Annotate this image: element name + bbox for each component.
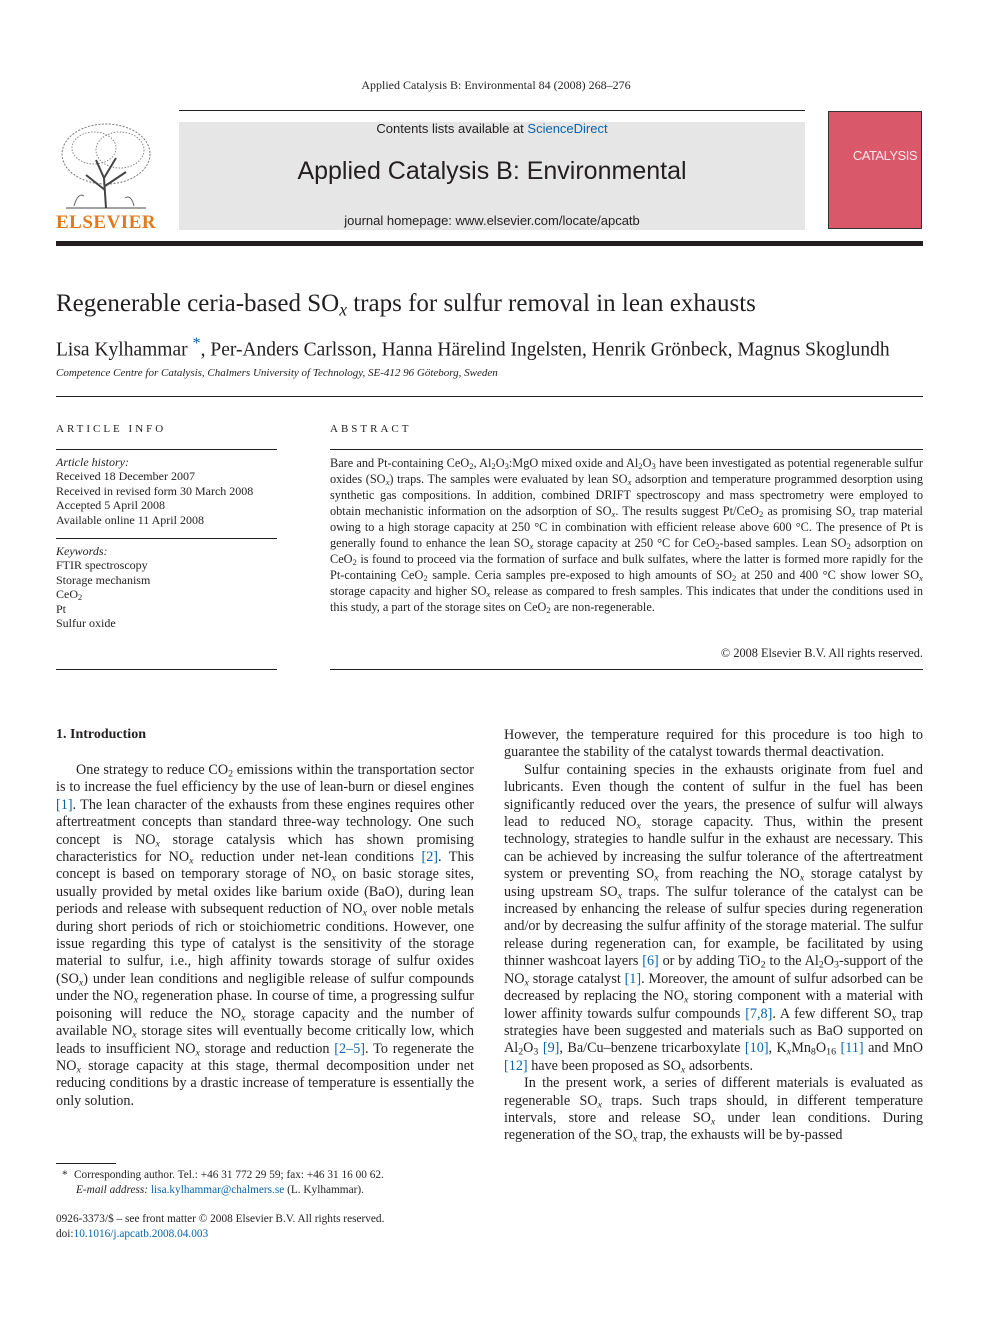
- title-part: traps for sulfur removal in lean exhausts: [346, 290, 756, 317]
- keyword-item: CeO$_2$: [56, 587, 83, 603]
- citation-link[interactable]: [2]: [421, 849, 439, 866]
- issn-line: 0926-3373/$ – see front matter © 2008 Elsevier B.V. All rights reserved.: [56, 1213, 385, 1225]
- body-column-left: [56, 762, 474, 1110]
- article-info-bottom-rule: [56, 669, 277, 670]
- keywords: [56, 544, 277, 630]
- citation-link[interactable]: [11]: [840, 1040, 864, 1057]
- title-bottom-rule: [56, 396, 923, 397]
- citation-link[interactable]: [1]: [56, 796, 73, 813]
- header-top-rule: [179, 110, 805, 111]
- keywords-rule: [56, 538, 277, 539]
- journal-reference: Applied Catalysis B: Environmental 84 (2008) 268–276: [361, 78, 631, 92]
- affiliation: Competence Centre for Catalysis, Chalmers University of Technology, SE-412 96 Göteborg, Sweden: [56, 367, 498, 379]
- doi-label: doi:: [56, 1227, 74, 1240]
- history-item: Accepted 5 April 2008: [56, 498, 165, 513]
- history-item: Received 18 December 2007: [56, 469, 195, 484]
- doi-link[interactable]: 10.1016/j.apcatb.2008.04.003: [73, 1227, 209, 1240]
- elsevier-logo: [56, 120, 156, 232]
- abstract-body: Bare and Pt-containing CeO$_2$, $Al_2O_3:MgO$ mixed oxide and $Al_2O_3$ have been investigated as potential regenerable sulfur oxides $(SO_x)$ traps. The samples were evaluated by lean $SO_x$ adsorption and temperature programmed desorption using synthetic gas compositions. In addition, combined DRIFT spectroscopy and mass spectrometry were employed to obtain mechanistic information on the adsorption of $SO_x$. The results suggest Pt/CeO$_2$ as promising $SO_x$ trap material owing to a high storage capacity at 250 °C in combination with efficient release above 600 °C. The presence of Pt is generally found to enhance the lean $SO_x$ storage capacity at 250 °C for CeO$_2$-based samples. Lean $SO_2$ adsorption on CeO$_2$ is found to proceed via the formation of surface and bulk sulfates, where the latter is formed more rapidly for the Pt-containing CeO$_2$ sample. Ceria samples pre-exposed to high amounts of $SO_2$ at 250 and 400 °C show lower $SO_x$ storage capacity and higher $SO_x$ release as compared to fresh samples. This indicates that under the conditions used in this study, a part of the storage sites on CeO$_2$ are non-regenerable.: [330, 456, 924, 616]
- footnote-corresponding: [62, 1168, 482, 1197]
- header-thick-rule: [56, 241, 923, 246]
- abstract-heading: ABSTRACT: [330, 423, 412, 435]
- citation-link[interactable]: [7,8]: [745, 1005, 773, 1022]
- doi-line: [56, 1227, 496, 1242]
- sciencedirect-link[interactable]: ScienceDirect: [527, 121, 608, 136]
- contents-line: [179, 121, 805, 136]
- citation-link[interactable]: [6]: [642, 953, 659, 970]
- email-label: E-mail address:: [76, 1183, 151, 1196]
- abstract-rule: [330, 449, 923, 450]
- journal-homepage[interactable]: journal homepage: www.elsevier.com/locate/apcatb: [344, 213, 640, 228]
- citation-link[interactable]: [9]: [542, 1040, 560, 1057]
- history-item: Received in revised form 30 March 2008: [56, 483, 254, 498]
- abstract-bottom-rule: [330, 669, 923, 670]
- article-info-rule: [56, 449, 277, 450]
- citation-link[interactable]: [1]: [624, 970, 642, 987]
- journal-title: Applied Catalysis B: Environmental: [297, 157, 687, 185]
- paragraph: Sulfur containing species in the exhausts originate from fuel and lubricants. Even though the content of sulfur in the fuel has been significantly reduced over the years, the presence of sulfur will always lead to reduced $NO_x$ storage capacity. Thus, within the present technology, strategies to handle sulfur in the exhaust are necessary. This can be achieved by increasing the sulfur tolerance of the aftertreatment system or preventing $SO_x$ from reaching the $NO_x$ storage catalyst by using upstream $SO_x$ traps. The sulfur tolerance of the catalyst can be increased by enhancing the release of sulfur species during regeneration and/or by decreasing the sulfur affinity of the storage material. The sulfur release during regeneration can, for example, be facilitated by using thinner washcoat layers [6] or by adding TiO$_2$ to the $Al_2O_3$-support of the $NO_x$ storage catalyst [1]. Moreover, the amount of sulfur adsorbed can be decreased by replacing the $NO_x$ storing component with a material with lower affinity towards sulfur compounds [7,8]. A few different $SO_x$ trap strategies have been suggested and materials such as BaO supported on $Al_2O_3$ [9], Ba/Cu–benzene tricarboxylate [10], $K_xMn_8O_{16}$ [11] and MnO [12] have been proposed as $SO_x$ adsorbents.: [504, 761, 924, 1076]
- history-item: Available online 11 April 2008: [56, 512, 204, 527]
- citation-link[interactable]: [2–5]: [334, 1040, 366, 1057]
- footnote-rule: [56, 1163, 116, 1164]
- keyword-item: Storage mechanism: [56, 572, 151, 587]
- history-label: Article history:: [56, 455, 129, 469]
- title-subscript: x: [339, 299, 347, 320]
- keyword-item: Sulfur oxide: [56, 616, 116, 631]
- title-part: Regenerable ceria-based SO: [56, 290, 340, 317]
- email-link[interactable]: lisa.kylhammar@chalmers.se: [150, 1183, 285, 1196]
- footnote-star: *: [62, 1169, 68, 1181]
- contents-prefix: Contents lists available at: [376, 121, 528, 136]
- author-list: [56, 334, 890, 362]
- article-history: [56, 455, 277, 527]
- corresponding-author-mark[interactable]: *: [192, 334, 201, 352]
- email-suffix: (L. Kylhammar).: [284, 1183, 364, 1196]
- article-info-heading: ARTICLE INFO: [56, 423, 167, 435]
- introduction-heading: 1. Introduction: [56, 727, 146, 742]
- elsevier-wordmark: ELSEVIER: [56, 212, 157, 233]
- abstract-copyright: © 2008 Elsevier B.V. All rights reserved.: [720, 646, 923, 660]
- cover-title: CATALYSIS: [852, 148, 917, 163]
- corresponding-text: Corresponding author. Tel.: +46 31 772 29 59; fax: +46 31 16 00 62.: [74, 1169, 384, 1181]
- journal-cover-image: [828, 111, 922, 229]
- footer-issn: [56, 1212, 496, 1241]
- authors-rest: , Per-Anders Carlsson, Hanna Härelind Ingelsten, Henrik Grönbeck, Magnus Skoglundh: [200, 339, 890, 361]
- body-column-right: [504, 727, 923, 1145]
- article-title: [56, 290, 756, 318]
- elsevier-tree-icon: [56, 120, 156, 212]
- email-note: [62, 1183, 482, 1198]
- author-first: Lisa Kylhammar: [56, 339, 193, 361]
- keyword-item: FTIR spectroscopy: [56, 558, 148, 573]
- paragraph: However, the temperature required for this procedure is too high to guarantee the stability of the catalyst towards thermal deactivation.: [504, 727, 923, 761]
- citation-link[interactable]: [10]: [744, 1040, 769, 1057]
- paragraph: In the present work, a series of different materials is evaluated as regenerable $SO_x$ traps. Such traps should, in different temperature intervals, store and release $SO_x$ under lean conditions. During regeneration of the $SO_x$ trap, the exhausts will be by-passed: [504, 1075, 924, 1145]
- paragraph: One strategy to reduce $CO_2$ emissions within the transportation sector is to increase the fuel efficiency by the use of lean-burn or diesel engines [1]. The lean character of the exhausts from these engines requires other aftertreatment concepts than standard three-way technology. One such concept is $NO_x$ storage catalysis which has shown promising characteristics for $NO_x$ reduction under net-lean conditions [2]. This concept is based on temporary storage of $NO_x$ on basic storage sites, usually provided by metal oxides like barium oxide (BaO), during lean periods and release with subsequent reduction of $NO_x$ over noble metals during short periods of rich or stoichiometric conditions. However, one issue regarding this type of catalyst is the sensitivity of the storage material to sulfur, i.e., high affinity towards storage of sulfur oxides $(SO_x)$ under lean conditions and negligible release of sulfur compounds under the $NO_x$ regeneration phase. In course of time, a progressing sulfur poisoning will reduce the $NO_x$ storage capacity and the number of available $NO_x$ storage sites will eventually become critically low, which leads to insufficient $NO_x$ storage and reduction [2–5]. To regenerate the $NO_x$ storage capacity at this stage, thermal decomposition under net reducing conditions by a drastic increase of temperature is essentially the only solution.: [56, 762, 475, 1109]
- keyword-item: Pt: [56, 601, 67, 616]
- corresponding-author-note: [62, 1168, 482, 1183]
- keywords-label: Keywords:: [56, 544, 108, 558]
- citation-link[interactable]: [12]: [504, 1057, 528, 1074]
